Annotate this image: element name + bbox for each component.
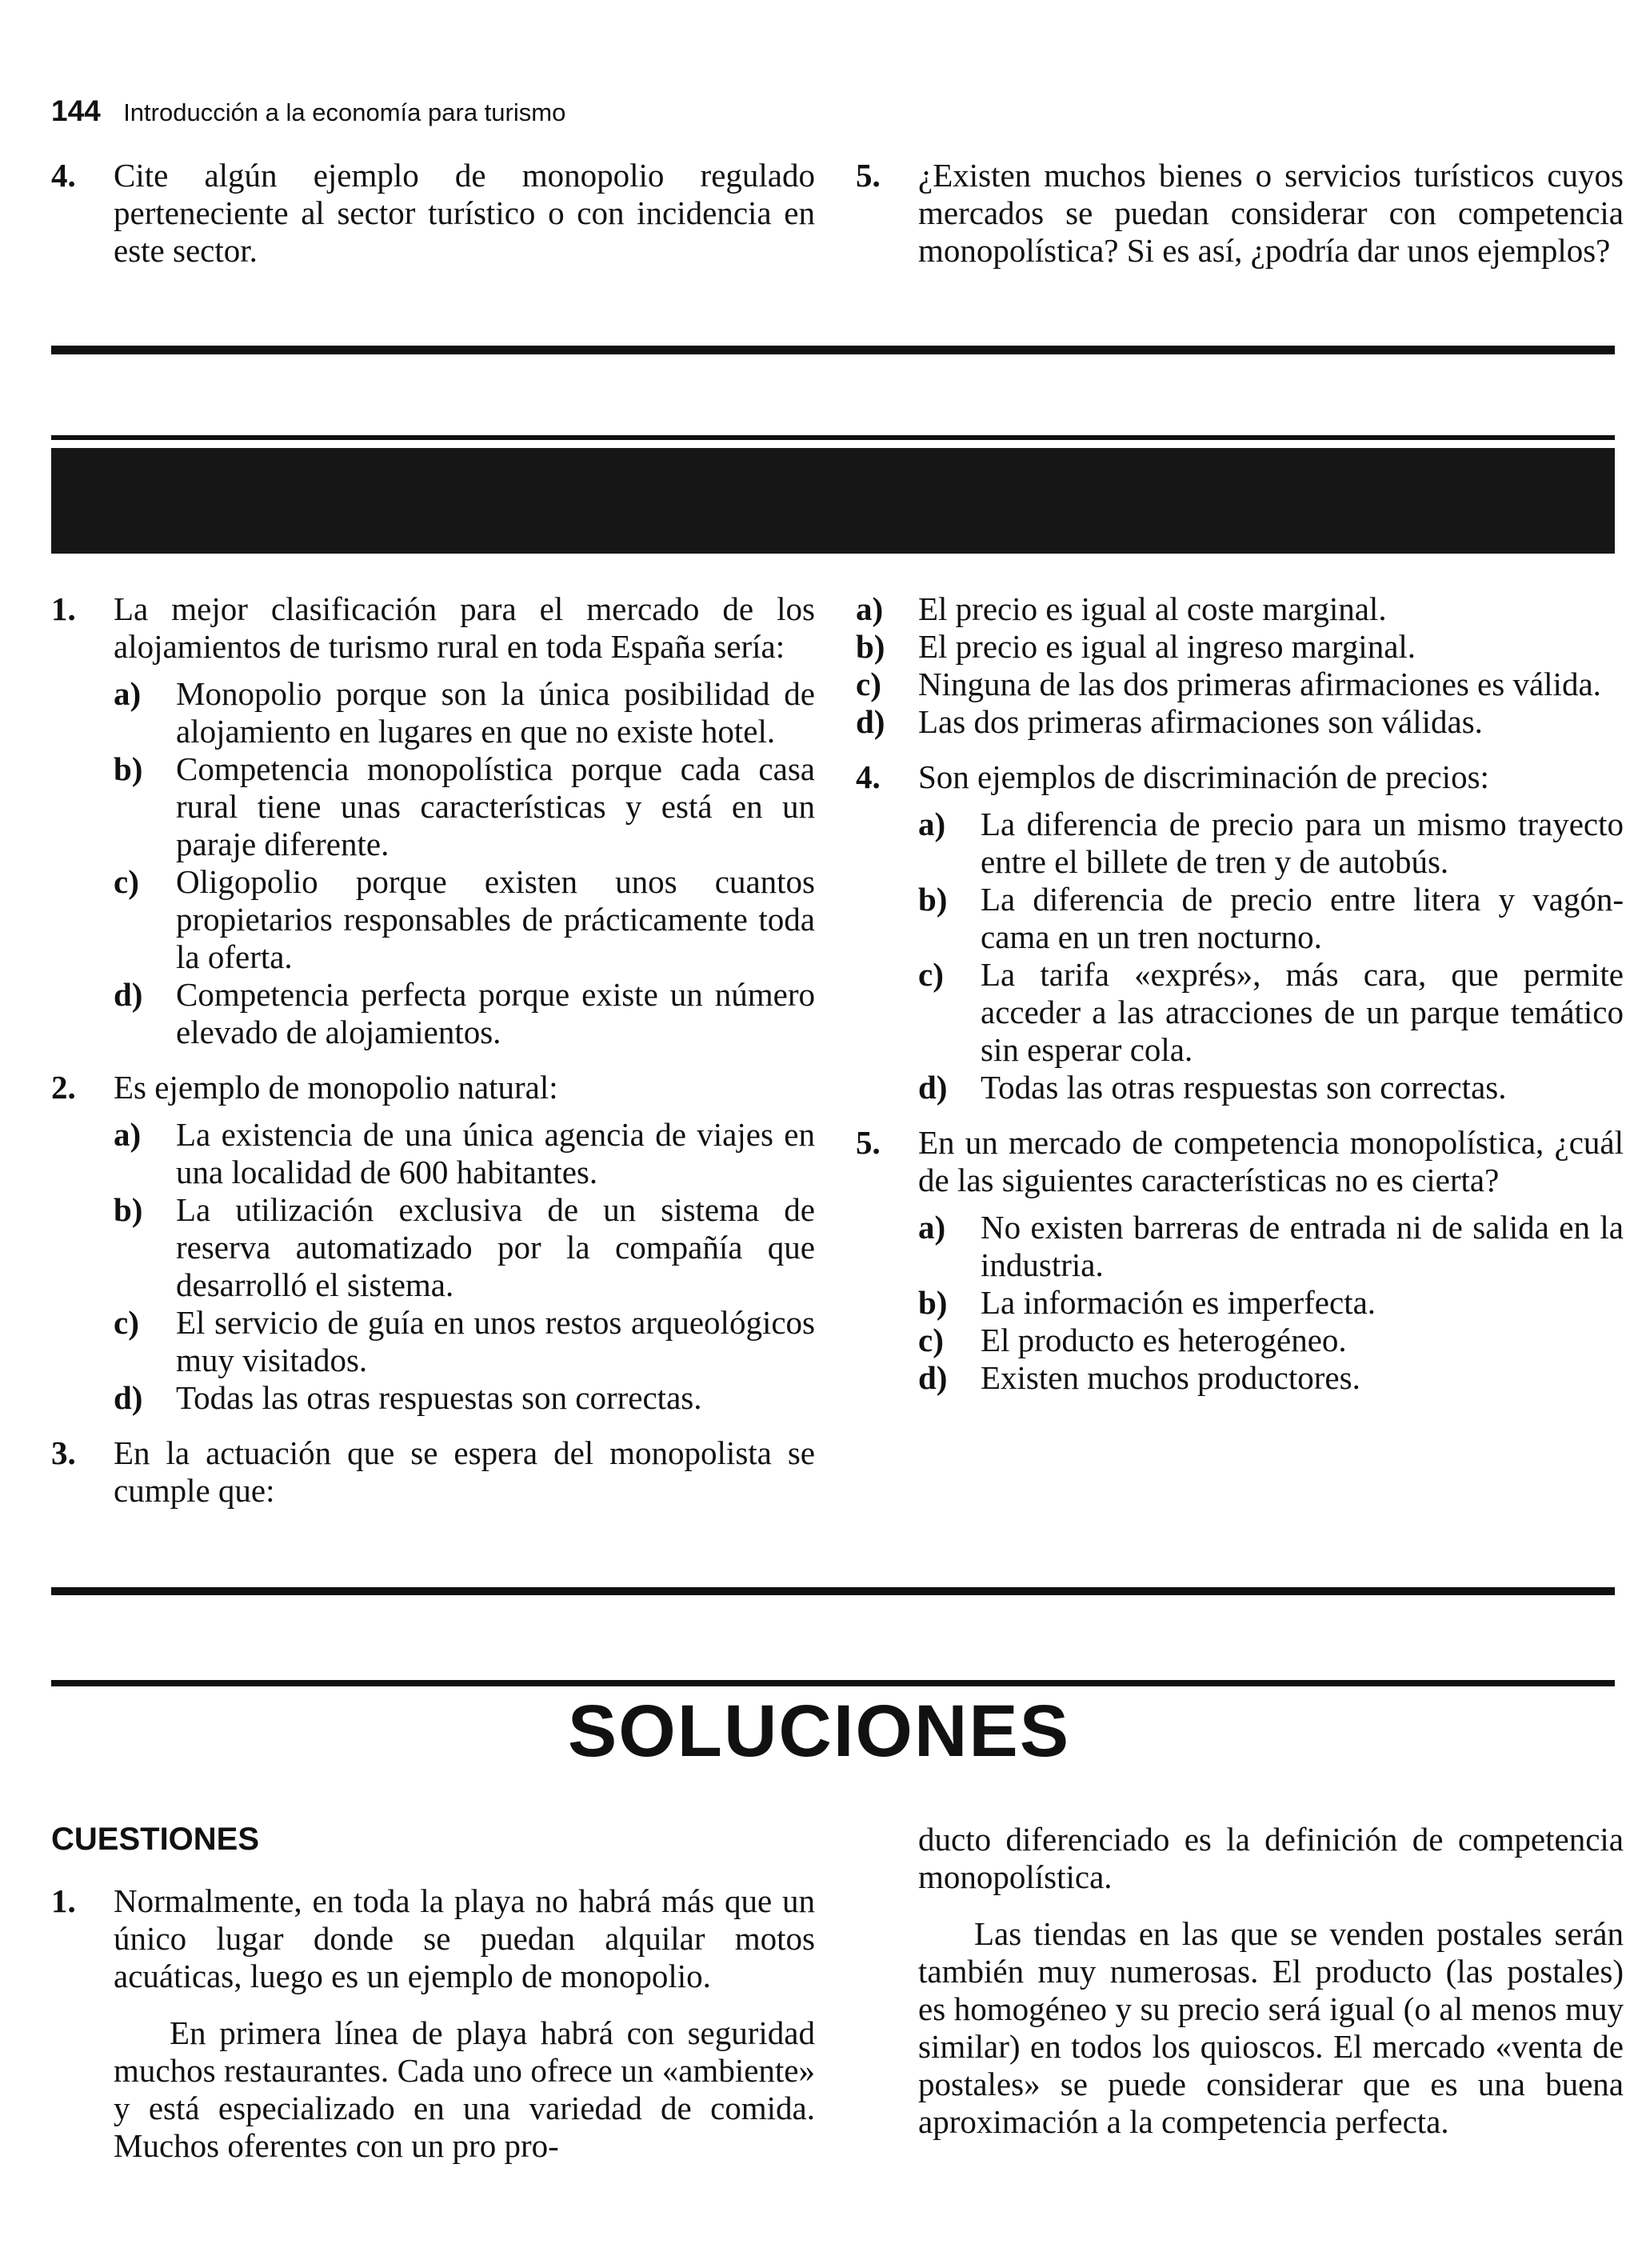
question-number: 4. xyxy=(51,157,76,194)
option-label: c) xyxy=(114,863,139,900)
test-question-5 xyxy=(856,1124,1624,1397)
option-text: La utilización exclusiva de un sistema de reserva automatizado por la compañía que desarrolló el sistema. xyxy=(176,1191,815,1303)
question-text: Cite algún ejemplo de monopolio regulado perteneciente al sector turístico o con incidencia en este sector. xyxy=(114,157,815,269)
test-question-3 xyxy=(51,1434,815,1519)
option-label: c) xyxy=(856,666,881,702)
section-divider xyxy=(51,435,1615,440)
question-number: 1. xyxy=(51,590,76,627)
option-text: La tarifa «exprés», más cara, que permite acceder a las atracciones de un parque temático sin esperar cola. xyxy=(981,956,1624,1068)
option-text: Todas las otras respuestas son correctas. xyxy=(981,1069,1507,1106)
section-divider xyxy=(51,1587,1615,1595)
test-question-4 xyxy=(856,758,1624,1106)
option-label: a) xyxy=(114,675,142,712)
top-question-5 xyxy=(856,157,1624,287)
test-column-right xyxy=(856,590,1624,1414)
solutions-column-left xyxy=(51,1821,815,2165)
option-label: a) xyxy=(918,806,946,842)
option-label: d) xyxy=(114,1379,143,1416)
page-header xyxy=(51,94,565,128)
option-text: La diferencia de precio para un mismo trayecto entre el billete de tren y de autobús. xyxy=(981,806,1624,880)
test-question-1 xyxy=(51,590,815,1051)
solution-text: Normalmente, en toda la playa no habrá más que un único lugar donde se puedan alquilar motos acuáticas, luego es un ejemplo de monopolio. xyxy=(114,1882,815,1994)
section-divider xyxy=(51,1680,1615,1686)
option-label: a) xyxy=(918,1209,946,1246)
option-label: c) xyxy=(114,1304,139,1341)
solutions-column-right xyxy=(856,1821,1624,2141)
option-label: d) xyxy=(918,1069,948,1106)
test-column-left xyxy=(51,590,815,1537)
question-text: En un mercado de competencia monopolística, ¿cuál de las siguientes características no es cierta? xyxy=(918,1124,1624,1198)
option-label: c) xyxy=(918,956,944,993)
question-text: La mejor clasificación para el mercado de los alojamientos de turismo rural en toda España sería: xyxy=(114,590,815,665)
question-number: 5. xyxy=(856,1124,881,1161)
section-heading: CUESTIONES xyxy=(51,1822,260,1857)
option-text: Competencia monopolística porque cada casa rural tiene unas características y está en un paraje diferente. xyxy=(176,750,815,862)
option-text: El precio es igual al coste marginal. xyxy=(918,590,1387,627)
option-label: b) xyxy=(114,750,143,787)
option-label: b) xyxy=(918,881,948,918)
option-label: d) xyxy=(918,1359,948,1396)
option-label: d) xyxy=(856,703,885,740)
running-title: Introducción a la economía para turismo xyxy=(123,98,566,126)
option-text: El servicio de guía en unos restos arqueológicos muy visitados. xyxy=(176,1304,815,1378)
option-text: La diferencia de precio entre litera y vagón-cama en un tren nocturno. xyxy=(981,881,1624,955)
option-text: La existencia de una única agencia de viajes en una localidad de 600 habitantes. xyxy=(176,1116,815,1190)
question-number: 4. xyxy=(856,758,881,795)
solution-paragraph: Las tiendas en las que se venden postales serán también muy numerosas. El producto (las postales) es homogéneo y su precio será igual (o al menos muy similar) en todos los quioscos. El mercado «venta de postales» se puede considerar que es una buena aproximación a la competencia perfecta. xyxy=(918,1915,1624,2140)
option-text: La información es imperfecta. xyxy=(981,1284,1376,1321)
section-banner xyxy=(51,448,1615,554)
section-divider xyxy=(51,346,1615,354)
option-text: Las dos primeras afirmaciones son válidas. xyxy=(918,703,1483,740)
top-question-4 xyxy=(51,157,815,287)
solution-paragraph: En primera línea de playa habrá con seguridad muchos restaurantes. Cada uno ofrece un «ambiente» y está especializado en una variedad de comida. Muchos oferentes con un pro pro- xyxy=(114,2014,815,2164)
option-text: Oligopolio porque existen unos cuantos propietarios responsables de prácticamente toda la oferta. xyxy=(176,863,815,975)
option-text: No existen barreras de entrada ni de salida en la industria. xyxy=(981,1209,1624,1283)
solution-paragraph-continued xyxy=(856,1821,1624,1896)
question-text: En la actuación que se espera del monopolista se cumple que: xyxy=(114,1434,815,1509)
option-label: b) xyxy=(918,1284,948,1321)
solutions-title: SOLUCIONES xyxy=(567,1690,1071,1772)
test-question-2 xyxy=(51,1069,815,1417)
question-text: Son ejemplos de discriminación de precios: xyxy=(918,758,1489,795)
option-label: d) xyxy=(114,976,143,1013)
question-text: ¿Existen muchos bienes o servicios turísticos cuyos mercados se puedan considerar con competencia monopolística? Si es así, ¿podría dar unos ejemplos? xyxy=(918,157,1624,269)
option-text: Todas las otras respuestas son correctas. xyxy=(176,1379,702,1416)
solution-paragraph-tail: ducto diferenciado es la definición de competencia monopolística. xyxy=(918,1821,1624,1895)
option-text: Monopolio porque son la única posibilidad de alojamiento en lugares en que no existe hotel. xyxy=(176,675,815,750)
option-text: El producto es heterogéneo. xyxy=(981,1322,1347,1358)
question-number: 2. xyxy=(51,1069,76,1106)
option-label: a) xyxy=(114,1116,142,1153)
test-question-3-options xyxy=(856,590,1624,741)
option-label: c) xyxy=(918,1322,944,1358)
option-label: b) xyxy=(856,628,885,665)
page-number: 144 xyxy=(51,94,101,127)
question-text: Es ejemplo de monopolio natural: xyxy=(114,1069,558,1106)
option-text: Existen muchos productores. xyxy=(981,1359,1360,1396)
option-text: Ninguna de las dos primeras afirmaciones es válida. xyxy=(918,666,1601,702)
option-text: Competencia perfecta porque existe un número elevado de alojamientos. xyxy=(176,976,815,1050)
option-label: b) xyxy=(114,1191,143,1228)
option-text: El precio es igual al ingreso marginal. xyxy=(918,628,1416,665)
question-number: 5. xyxy=(856,157,881,194)
option-label: a) xyxy=(856,590,884,627)
question-number: 3. xyxy=(51,1434,76,1471)
solution-number: 1. xyxy=(51,1882,76,1919)
